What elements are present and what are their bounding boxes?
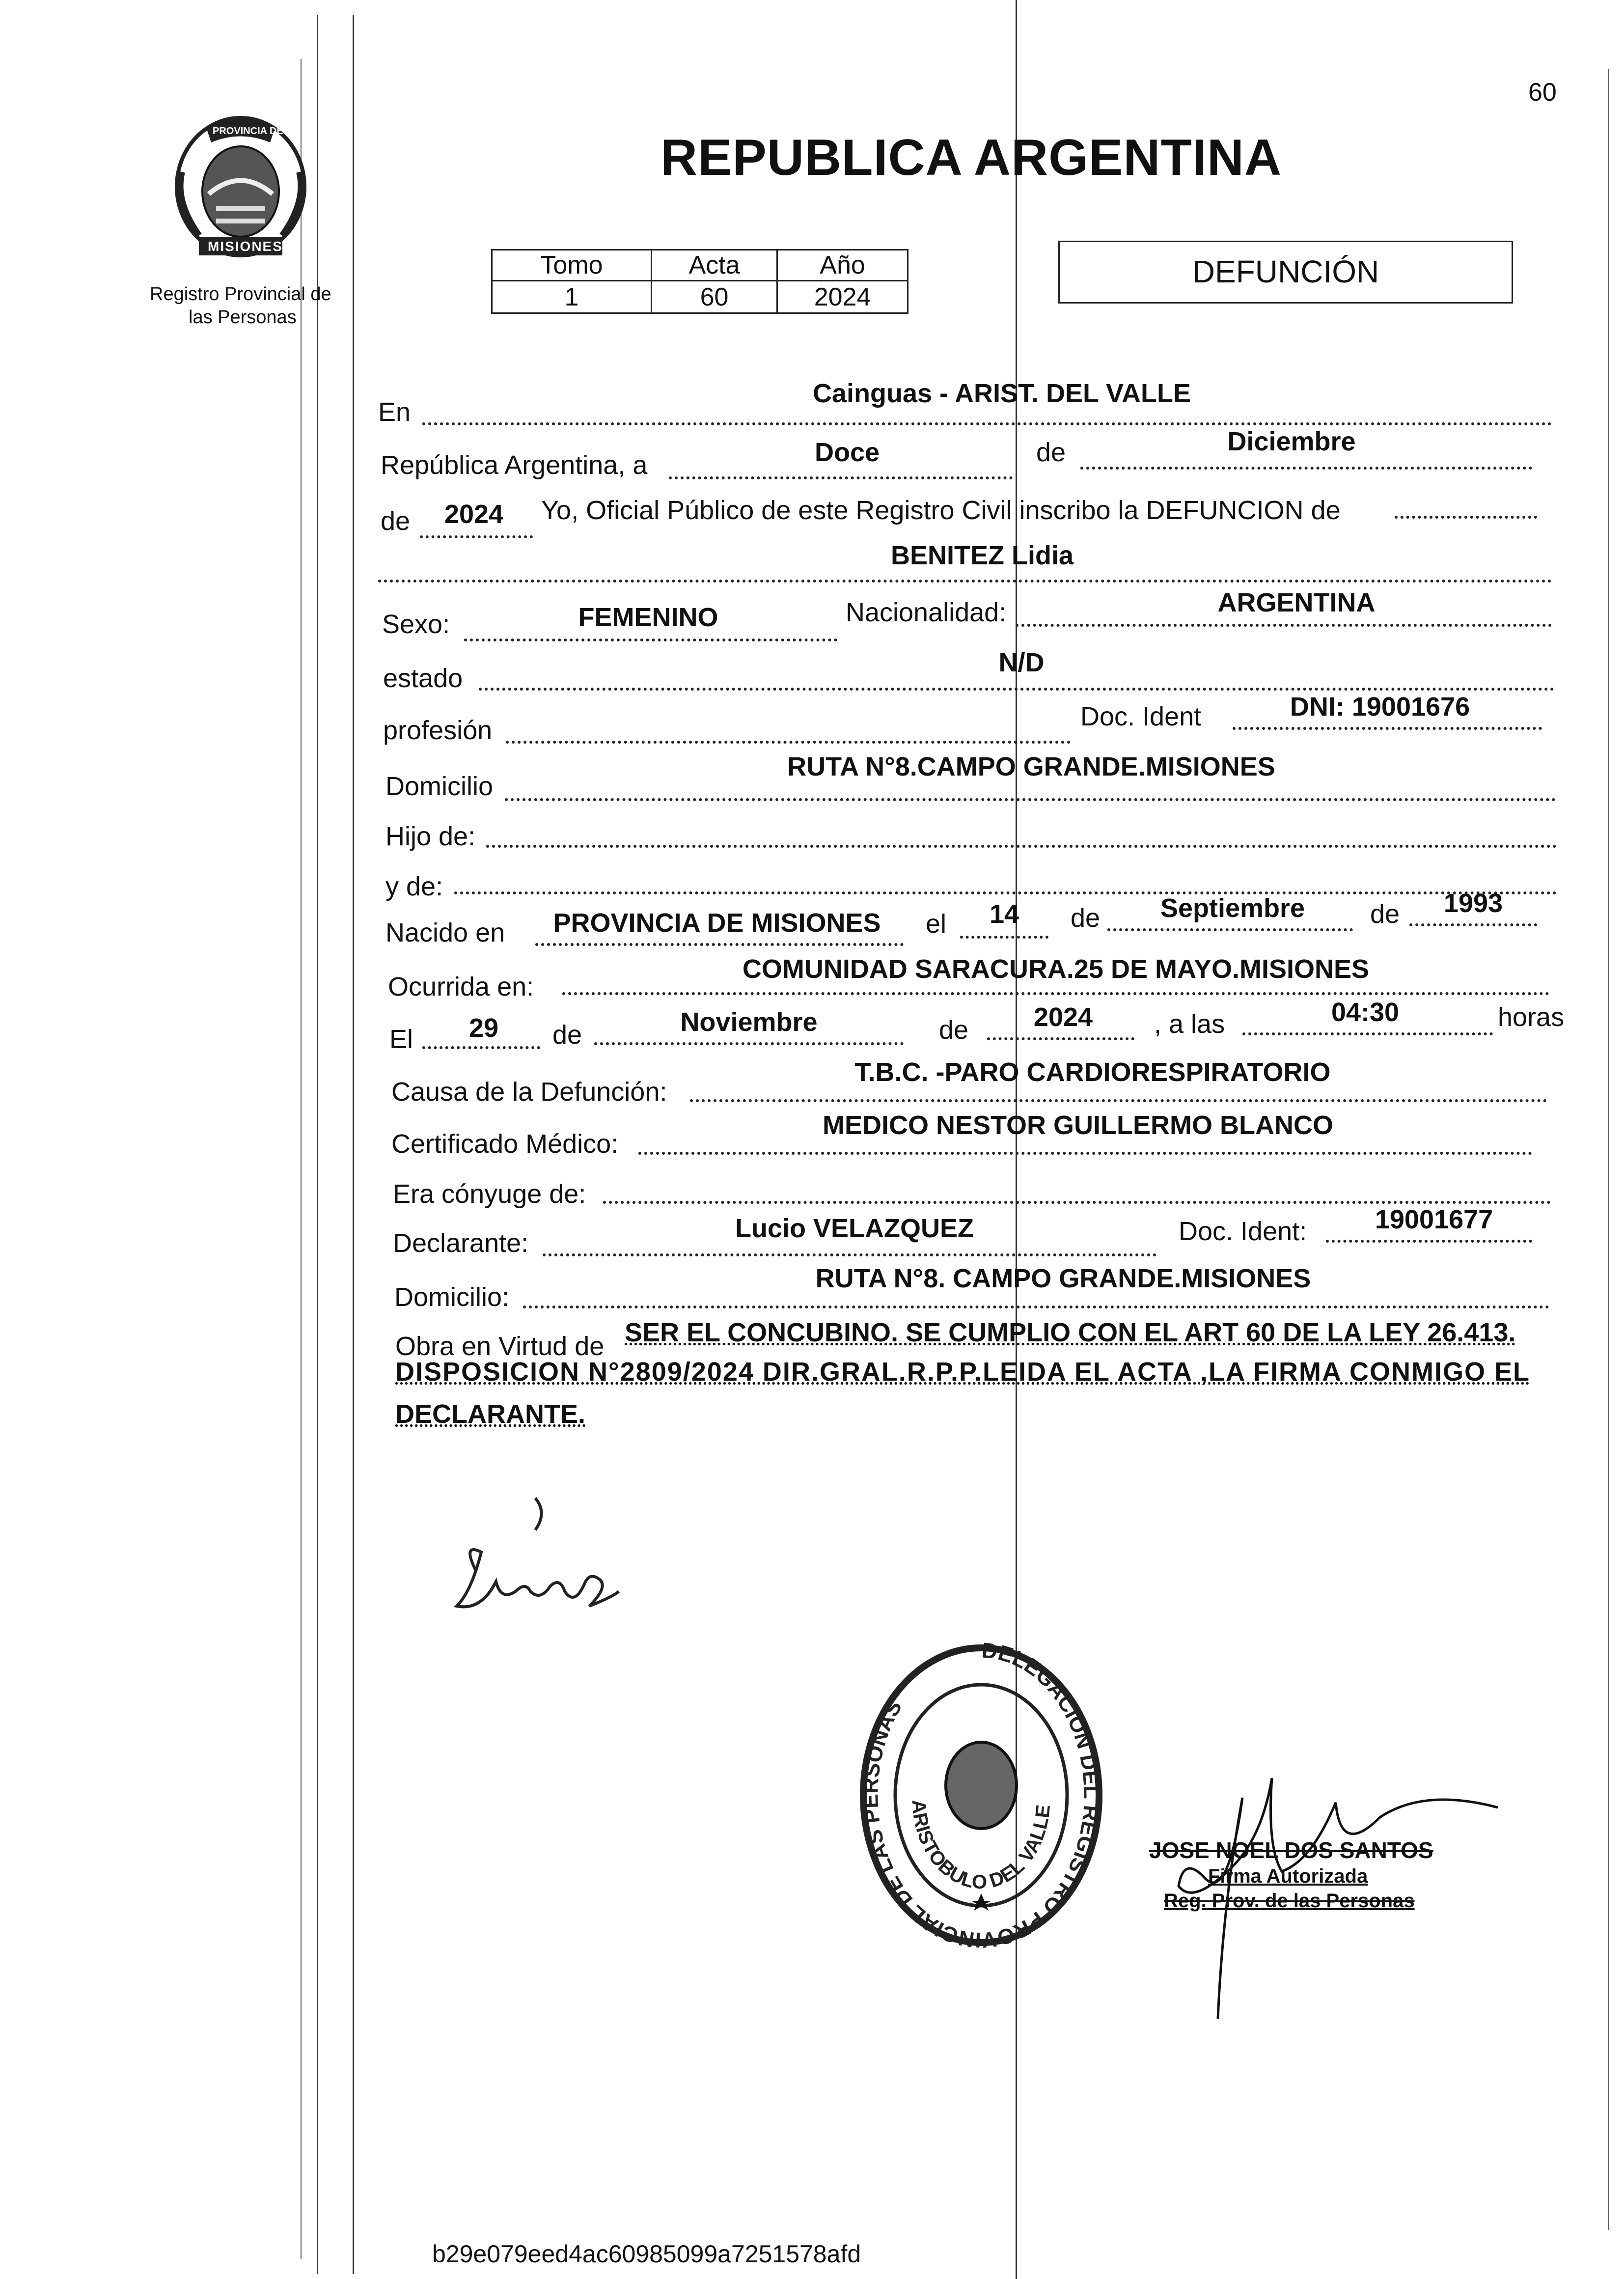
tomo-value: 1 (492, 281, 652, 313)
dni-value: DNI: 19001676 (1290, 692, 1470, 722)
dotted-line (486, 845, 1557, 848)
anio-inscripcion-value: 2024 (444, 500, 504, 529)
lugar-value: Cainguas - ARIST. DEL VALLE (812, 379, 1191, 408)
mes-value: Diciembre (1227, 427, 1356, 456)
stamp-inner-text: ARISTOBULO DEL VALLE (908, 1799, 1055, 1893)
obra-text-line1: SER EL CONCUBINO. SE CUMPLIO CON EL ART 60 DE LA LEY 26.413. (625, 1318, 1516, 1347)
declarante-domicilio-label: Domicilio: (394, 1282, 510, 1312)
fallecido-nombre-value: BENITEZ Lidia (890, 541, 1073, 570)
dotted-line (669, 476, 1013, 479)
dotted-line (1395, 516, 1537, 519)
fold-line (317, 15, 318, 2274)
dotted-line (378, 580, 1552, 583)
dotted-line (1016, 624, 1552, 627)
horas-label: horas (1498, 1002, 1565, 1032)
official-stamp (853, 1638, 1109, 1952)
dotted-line (505, 798, 1556, 801)
ocurrida-en-label: Ocurrida en: (388, 972, 534, 1001)
dotted-line (594, 1042, 904, 1045)
conyuge-label: Era cónyuge de: (393, 1179, 586, 1209)
nacimiento-anio-value: 1993 (1443, 889, 1503, 918)
nacionalidad-label: Nacionalidad: (846, 598, 1007, 627)
republica-label: República Argentina, a (381, 450, 648, 480)
nacido-en-label: Nacido en (385, 918, 505, 947)
causa-value: T.B.C. -PARO CARDIORESPIRATORIO (854, 1057, 1331, 1087)
right-edge-line (1608, 69, 1609, 2230)
dotted-line (1242, 1032, 1493, 1035)
provincia-seal-logo (169, 113, 312, 260)
anio-header: Año (777, 250, 908, 281)
dotted-line (422, 1046, 540, 1049)
dotted-line (422, 422, 1552, 425)
dotted-line (479, 688, 1554, 691)
defuncion-mes-value: Noviembre (680, 1007, 818, 1037)
defuncion-anio-value: 2024 (1033, 1002, 1093, 1032)
stamp-outer-text: DELEGACION DEL REGISTRO PROVINCIAL DE LAS PERSONAS (858, 1638, 1103, 1952)
dotted-line (543, 1253, 1156, 1256)
sexo-label: Sexo: (382, 610, 450, 639)
declarante-signature (442, 1493, 638, 1623)
el-label: el (926, 909, 947, 939)
causa-label: Causa de la Defunción: (391, 1077, 667, 1107)
declarante-domicilio-value: RUTA N°8. CAMPO GRANDE.MISIONES (815, 1264, 1311, 1293)
declarante-value: Lucio VELAZQUEZ (735, 1214, 974, 1243)
de-label: de (1370, 899, 1400, 929)
declarante-label: Declarante: (393, 1228, 529, 1258)
de-label: de (939, 1015, 969, 1045)
declarante-doc-label: Doc. Ident: (1179, 1217, 1307, 1246)
record-type-box: DEFUNCIÓN (1058, 241, 1513, 304)
acta-header: Acta (652, 250, 777, 281)
dotted-line (1233, 727, 1542, 730)
estado-label: estado (383, 664, 463, 693)
dotted-line (1080, 467, 1532, 470)
de-label: de (552, 1020, 582, 1050)
a-las-label: , a las (1154, 1009, 1225, 1039)
fold-line (353, 15, 354, 2274)
nacido-en-value: PROVINCIA DE MISIONES (553, 908, 881, 938)
dotted-line (506, 741, 1071, 744)
obra-text-line2: DISPOSICION N°2809/2024 DIR.GRAL.R.P.P.LEIDA EL ACTA ,LA FIRMA CONMIGO EL (395, 1357, 1530, 1387)
obra-label: Obra en Virtud de (395, 1332, 605, 1361)
sexo-value: FEMENINO (578, 603, 718, 632)
declarante-doc-value: 19001677 (1375, 1205, 1493, 1234)
org-name-line2: las Personas (189, 307, 297, 328)
dotted-line (535, 943, 904, 946)
dotted-line (638, 1152, 1532, 1155)
defuncion-hora-value: 04:30 (1331, 998, 1400, 1027)
dotted-line (454, 891, 1557, 894)
de-label: de (381, 506, 411, 536)
de-label: de (1071, 903, 1101, 933)
dotted-line (987, 1037, 1134, 1040)
certificado-value: MEDICO NESTOR GUILLERMO BLANCO (822, 1111, 1333, 1140)
document-hash: b29e079eed4ac60985099a7251578afd (432, 2240, 861, 2268)
seal-text-bottom: MISIONES (208, 239, 283, 254)
tomo-header: Tomo (492, 250, 652, 281)
doc-ident-label: Doc. Ident (1080, 702, 1202, 731)
dotted-line (523, 1306, 1549, 1308)
dotted-line (1107, 928, 1353, 931)
nacionalidad-value: ARGENTINA (1217, 588, 1376, 617)
certificado-label: Certificado Médico: (391, 1129, 619, 1159)
y-de-label: y de: (385, 872, 443, 901)
estado-value: N/D (998, 648, 1045, 677)
acta-value: 60 (652, 281, 777, 313)
dotted-line (603, 1201, 1551, 1204)
domicilio-label: Domicilio (385, 772, 494, 801)
dotted-line (690, 1099, 1547, 1102)
lugar-defuncion-value: COMUNIDAD SARACURA.25 DE MAYO.MISIONES (742, 954, 1370, 984)
obra-text-line3: DECLARANTE. (395, 1399, 585, 1429)
hijo-de-label: Hijo de: (385, 822, 476, 851)
book-reference-table (491, 249, 908, 314)
nacimiento-dia-value: 14 (989, 899, 1019, 929)
defuncion-dia-value: 29 (468, 1013, 499, 1043)
dotted-line (562, 992, 1549, 995)
de-label: de (1036, 438, 1066, 467)
dotted-line (1409, 923, 1537, 926)
fold-line (301, 59, 302, 2259)
declaracion-text: Yo, Oficial Público de este Registro Civil inscribo la DEFUNCION de (541, 496, 1341, 525)
domicilio-value: RUTA N°8.CAMPO GRANDE.MISIONES (787, 752, 1275, 781)
nacimiento-mes-value: Septiembre (1160, 893, 1305, 923)
org-name-line1: Registro Provincial de (150, 284, 331, 305)
dia-value: Doce (814, 438, 880, 467)
dotted-line (464, 639, 837, 641)
en-label: En (378, 397, 411, 427)
anio-value: 2024 (777, 281, 908, 313)
official-org: Reg. Prov. de las Personas (1164, 1890, 1415, 1912)
el-label: El (389, 1025, 413, 1054)
official-role: Firma Autorizada (1208, 1865, 1368, 1887)
profesion-label: profesión (383, 716, 493, 745)
seal-text-top: PROVINCIA DE (213, 126, 283, 137)
dotted-line (420, 535, 533, 538)
official-name: JOSE NOEL DOS SANTOS (1149, 1837, 1433, 1863)
page-number: 60 (1528, 78, 1557, 107)
dotted-line (1326, 1240, 1532, 1243)
dotted-line (960, 936, 1048, 939)
document-title: REPUBLICA ARGENTINA (661, 129, 1282, 186)
